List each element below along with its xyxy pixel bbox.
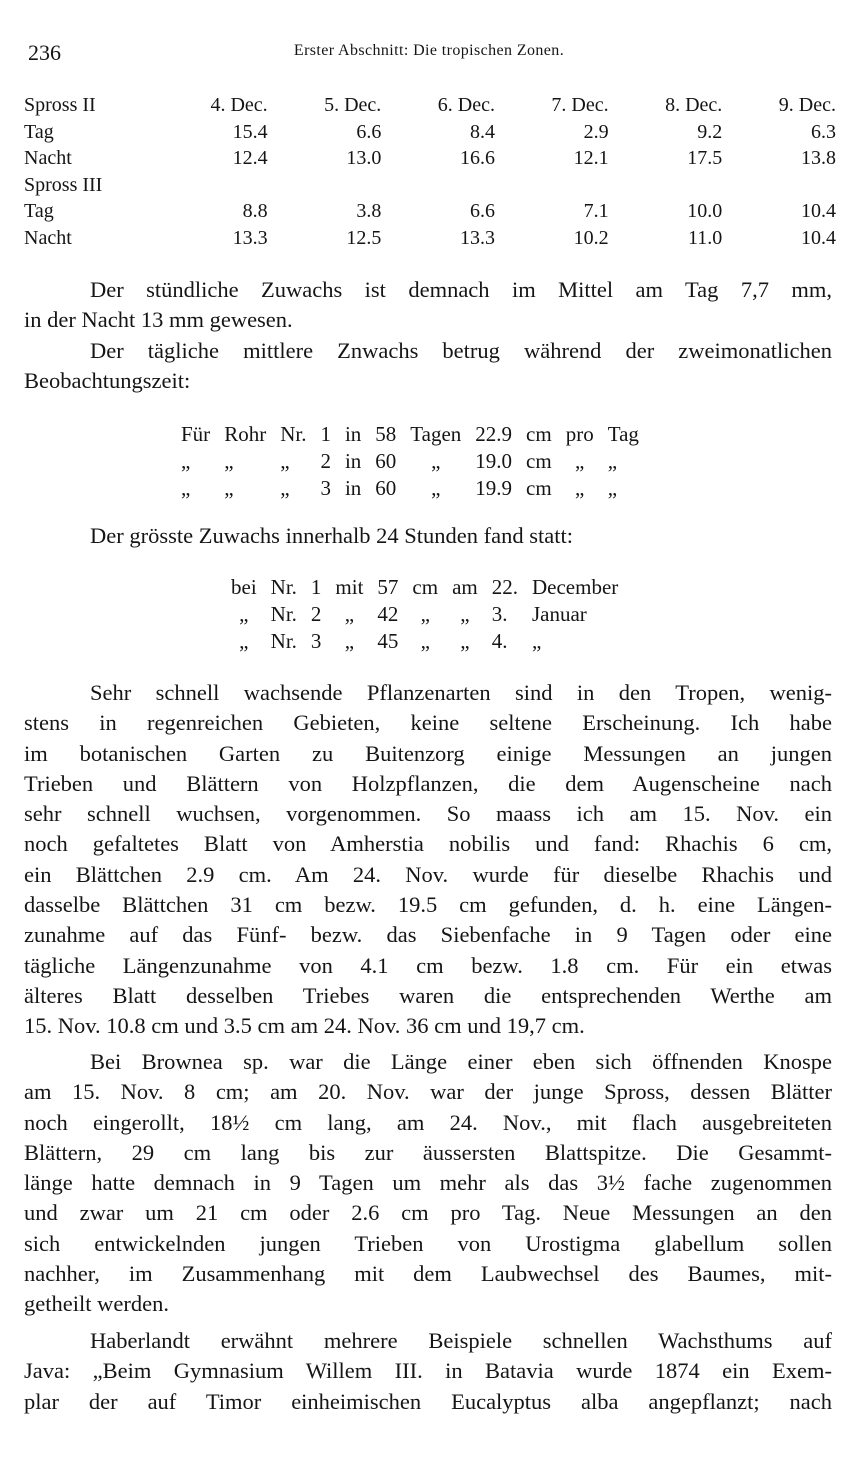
table-cell: „ [420,602,430,626]
growth-value-cell: 13.3 [459,226,495,249]
table-cell: Für [181,422,211,446]
table-cell: „ [280,476,290,500]
growth-value-cell: 15.4 [232,120,268,143]
growth-value-cell: 12.5 [346,226,382,249]
table-cell: December [531,575,619,599]
table-cell: 60 [375,476,397,500]
table-cell: Nr. [270,629,297,653]
text-line: nachher, im Zusammenhang mit dem Laubwechsel des Baumes, mit- [24,1261,832,1287]
paragraph-daily-growth [24,336,832,397]
row-label: Spross II [24,94,96,116]
text-line: Der stündliche Zuwachs ist demnach im Mittel am Tag 7,7 mm, [90,277,832,302]
text-line: Beobachtungszeit: [24,368,191,394]
text-line: länge hatte demnach in 9 Tagen um mehr als das 3½ fache zugenommen [24,1170,832,1196]
growth-value-cell: 16.6 [459,147,495,169]
growth-value-cell: 17.5 [687,147,723,169]
paragraph-hourly-growth [24,275,832,336]
text-line: Der grösste Zuwachs innerhalb 24 Stunden fand statt: [90,523,574,548]
table-cell: „ [280,449,290,473]
text-line: am 15. Nov. 8 cm; am 20. Nov. war der junge Spross, dessen Blätter [24,1079,832,1105]
table-cell: „ [460,629,470,653]
table-cell: „ [239,629,249,653]
table-cell: 1 [310,575,322,599]
row-label: Tag [24,200,54,222]
table-cell: cm [526,476,552,500]
table-cell: „ [181,476,191,500]
running-title: Erster Abschnitt: Die tropischen Zonen. [293,42,565,59]
table-cell: „ [607,476,618,500]
paragraph-fast-growing-plants [24,678,832,1042]
row-label: Nacht [24,226,72,249]
growth-table-row [24,198,836,225]
row-label: Tag [24,120,54,143]
text-line: älteres Blatt desselben Triebes waren die entsprechenden Werthe am [24,982,832,1008]
text-line: stens in regenreichen Gebieten, keine seltene Erscheinung. Ich habe [24,710,832,736]
growth-value-cell: 8.4 [469,120,495,143]
date-header-cell: 7. Dec. [551,94,609,116]
text-line: plar der auf Timor einheimischen Eucalyptus alba angepflanzt; nach [24,1388,832,1414]
table-cell: „ [531,629,542,653]
growth-value-cell: 12.1 [573,147,609,169]
table-cell: 3 [310,629,322,653]
table-cell: 3. [491,602,508,626]
text-line: Blättern, 29 cm lang bis zur äussersten Blattspitze. Die Gesammt- [24,1139,832,1165]
table-cell: „ [431,476,441,500]
text-line: in der Nacht 13 mm gewesen. [24,307,293,333]
table-cell: in [344,449,362,473]
text-line: Java: „Beim Gymnasium Willem III. in Batavia wurde 1874 ein Exem- [24,1358,832,1384]
table-cell: Tagen [410,422,462,446]
table-cell: Rohr [224,422,267,446]
cane-row [174,421,646,448]
table-cell: „ [575,449,585,473]
max-growth-24h-table [224,574,625,655]
growth-value-cell [268,172,382,199]
table-cell: Tag [607,422,639,446]
table-cell: Januar [531,602,587,626]
growth-table-row [24,145,836,172]
growth-table-row [24,172,836,199]
growth-value-cell: 7.1 [583,200,609,222]
text-line: noch eingerollt, 18½ cm lang, am 24. Nov., mit flach ausgebreiteten [24,1109,832,1135]
growth-value-cell: 12.4 [232,147,268,169]
growth-value-cell [154,172,268,199]
growth-value-cell: 6.6 [469,200,495,222]
text-line: sehr schnell wuchsen, vorgenommen. So maass ich am 15. Nov. ein [24,801,832,827]
growth-value-cell: 10.0 [687,200,723,222]
growth-value-cell: 11.0 [688,226,723,249]
date-header-cell: 9. Dec. [778,94,836,116]
table-cell: „ [344,629,355,653]
growth-value-cell: 13.8 [801,147,836,169]
growth-value-cell: 6.3 [811,120,836,143]
cane-row [174,448,646,475]
table-cell: „ [420,629,430,653]
table-cell: 57 [377,575,399,599]
table-cell: mit [335,575,364,599]
growth-value-cell [381,172,495,199]
growth-value-cell: 10.4 [801,200,836,222]
max-growth-row [224,601,625,628]
growth-value-cell [495,172,609,199]
growth-value-cell: 9.2 [697,120,723,143]
table-cell: 19.0 [475,449,513,473]
text-line: ein Blättchen 2.9 cm. Am 24. Nov. wurde für dieselbe Rhachis und [24,861,832,887]
text-line: dasselbe Blättchen 31 cm bezw. 19.5 cm gefunden, d. h. eine Längen- [24,892,832,918]
text-line: Haberlandt erwähnt mehrere Beispiele schnellen Wachsthums auf [90,1328,832,1353]
growth-value-cell: 6.6 [356,120,382,143]
max-growth-row [224,574,625,601]
table-cell: „ [239,602,249,626]
table-cell: „ [575,476,585,500]
table-cell: 45 [377,629,399,653]
paragraph-max-growth [24,521,832,551]
table-cell: 19.9 [475,476,513,500]
table-cell: cm [526,449,552,473]
table-cell: „ [224,449,234,473]
table-cell: 3 [320,476,331,500]
table-cell: cm [412,575,439,599]
table-cell: Nr. [270,575,297,599]
text-line: tägliche Längenzunahme von 4.1 cm bezw. 1.8 cm. Für ein etwas [24,952,832,978]
text-line: 15. Nov. 10.8 cm und 3.5 cm am 24. Nov. 36 cm und 19,7 cm. [24,1013,585,1039]
paragraph-haberlandt [24,1326,832,1417]
growth-value-cell: 13.3 [232,226,268,249]
table-cell: „ [224,476,234,500]
text-line: und zwar um 21 cm oder 2.6 cm pro Tag. Neue Messungen an den [24,1200,832,1226]
cane-row [174,475,646,502]
date-header-cell: 5. Dec. [324,94,382,116]
table-cell: bei [231,575,257,599]
table-cell: 2 [310,602,322,626]
table-cell: „ [607,449,618,473]
text-line: sich entwickelnden jungen Trieben von Urostigma glabellum sollen [24,1230,832,1256]
table-cell: 1 [320,422,331,446]
date-header-cell: 6. Dec. [437,94,495,116]
table-cell: „ [344,602,355,626]
paragraph-brownea [24,1047,832,1320]
text-line: zunahme auf das Fünf- bezw. das Siebenfache in 9 Tagen oder eine [24,922,832,948]
text-line: Der tägliche mittlere Znwachs betrug während der zweimonatlichen [90,338,832,363]
text-line: Trieben und Blättern von Holzpflanzen, die dem Augenscheine nach [24,770,832,796]
table-cell: 60 [375,449,397,473]
growth-table-row [24,119,836,146]
growth-table-row [24,92,836,119]
table-cell: „ [460,602,470,626]
table-cell: 22.9 [475,422,513,446]
table-cell: Nr. [270,602,297,626]
text-line: im botanischen Garten zu Buitenzorg einige Messungen an jungen [24,740,832,766]
growth-value-cell: 10.4 [801,226,836,249]
table-cell: Nr. [280,422,307,446]
growth-value-cell: 8.8 [242,200,268,222]
text-line: noch gefaltetes Blatt von Amherstia nobilis und fand: Rhachis 6 cm, [24,831,832,857]
text-line: Sehr schnell wachsende Pflanzenarten sind in den Tropen, wenig- [90,680,832,705]
table-cell: „ [431,449,441,473]
table-cell: 2 [320,449,331,473]
table-cell: in [344,476,362,500]
page-header [28,40,830,70]
page-number: 236 [28,40,61,65]
table-cell: 4. [491,629,508,653]
text-line: getheilt werden. [24,1291,169,1317]
table-cell: in [344,422,362,446]
table-cell: am [452,575,478,599]
growth-value-cell [722,172,836,199]
table-cell: „ [181,449,191,473]
table-cell: pro [565,422,594,446]
growth-value-cell [609,172,723,199]
growth-value-cell: 13.0 [346,147,382,169]
date-header-cell: 4. Dec. [210,94,268,116]
table-cell: 22. [491,575,518,599]
growth-value-cell: 2.9 [583,120,609,143]
growth-measurement-table [24,92,836,251]
growth-table-row [24,225,836,252]
growth-value-cell: 10.2 [573,226,609,249]
table-cell: cm [526,422,552,446]
table-cell: 42 [377,602,399,626]
row-label: Spross III [24,173,103,196]
growth-value-cell: 3.8 [356,200,382,222]
daily-growth-per-cane-table [174,421,646,502]
date-header-cell: 8. Dec. [665,94,723,116]
text-line: Bei Brownea sp. war die Länge einer eben sich öffnenden Knospe [90,1049,832,1074]
max-growth-row [224,628,625,655]
table-cell: 58 [375,422,397,446]
row-label: Nacht [24,147,72,169]
